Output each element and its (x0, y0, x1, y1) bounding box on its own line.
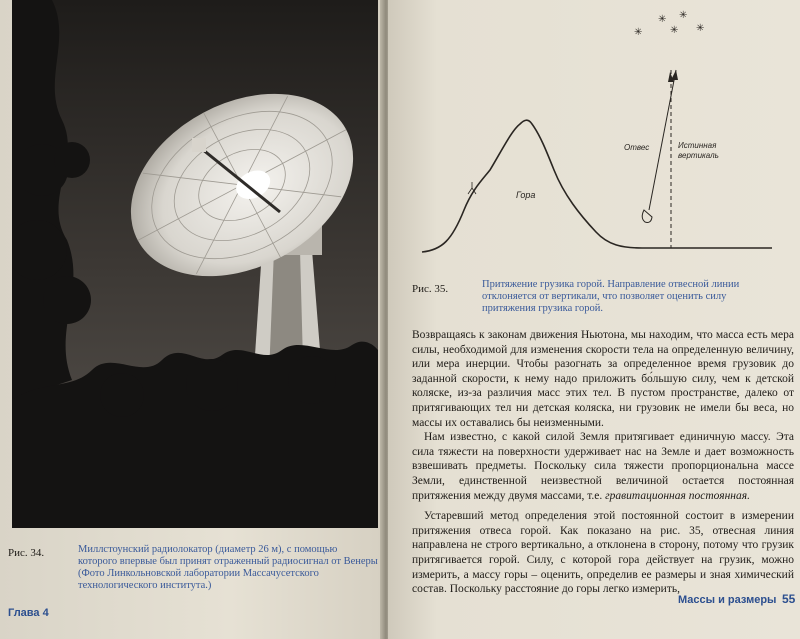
svg-text:✳: ✳ (634, 27, 643, 38)
paragraph-2-text: Нам известно, с какой силой Земля притягивает единичную массу. Эта сила тяжести на поверхности удерживает нас на Земле и дает возможность взвешивать предметы. Поскольку сила тяжести пропорциональна массе Земли, единственной неизвестной величиной остается постоянная притяжения между двумя массами, т.е. (412, 431, 794, 502)
paragraph-2 (412, 430, 794, 503)
right-page (388, 0, 800, 639)
paragraph-3: Устаревший метод определения этой постоянной состоит в измерении притяжения отвеса горой. Как показано на рис. 35, отвесная линия направлена не строго вертикально, а отклонена в сторону, потому что грузик притягивается горой. Силу, с которой гора действует на грузик, можно измерить, а массу горы – оценить, определив ее размеры и зная химический состав. Поскольку расстояние до горы легко измерить, (412, 510, 794, 596)
paragraph-1: Возвращаясь к законам движения Ньютона, мы находим, что масса есть мера силы, необходимой для изменения скорости тела на определенную величину, или мера инерции. Чтобы разогнать за определенное время грузовик до заданной скорости, к нему надо приложить бо́льшую силу, чем к детской коляске, из-за различия масс этих тел. В пустом пространстве, далеко от притягивающих тел ни детская коляска, ни грузовик не имели бы веса, но массы их оставались бы неизменными. (412, 329, 794, 429)
radar-photo-image (12, 0, 378, 528)
svg-text:✳: ✳ (679, 10, 688, 21)
plumb-label: Отвес (624, 143, 650, 152)
radar-photo (12, 0, 378, 528)
section-footer: Массы и размеры (678, 594, 777, 606)
svg-text:✳: ✳ (696, 23, 705, 34)
left-page (0, 0, 384, 639)
figure-34-label: Рис. 34. (8, 547, 45, 559)
figure-35-diagram (412, 0, 782, 270)
figure-35-label: Рис. 35. (412, 283, 449, 295)
figure-34-caption: Миллстоунский радиолокатор (диаметр 26 м), с помощью которого впервые был принят отраженный радиосигнал от Венеры (Фото Линкольновской лаборатории Массачусетского технологического института.) (78, 544, 378, 591)
svg-text:✳: ✳ (658, 14, 667, 25)
paragraph-2-emphasis: гравитационная постоянная. (605, 489, 750, 502)
body-text (412, 328, 794, 597)
true-vertical-label-2: вертикаль (678, 151, 719, 160)
mountain-label: Гора (516, 190, 536, 200)
chapter-footer: Глава 4 (8, 607, 49, 619)
figure-35-caption: Притяжение грузика горой. Направление отвесной линии отклоняется от вертикали, что позволяет оценить силу притяжения грузика горой. (482, 279, 740, 314)
svg-text:✳: ✳ (670, 25, 679, 36)
true-vertical-label-1: Истинная (678, 141, 717, 150)
page-number: 55 (782, 592, 796, 606)
